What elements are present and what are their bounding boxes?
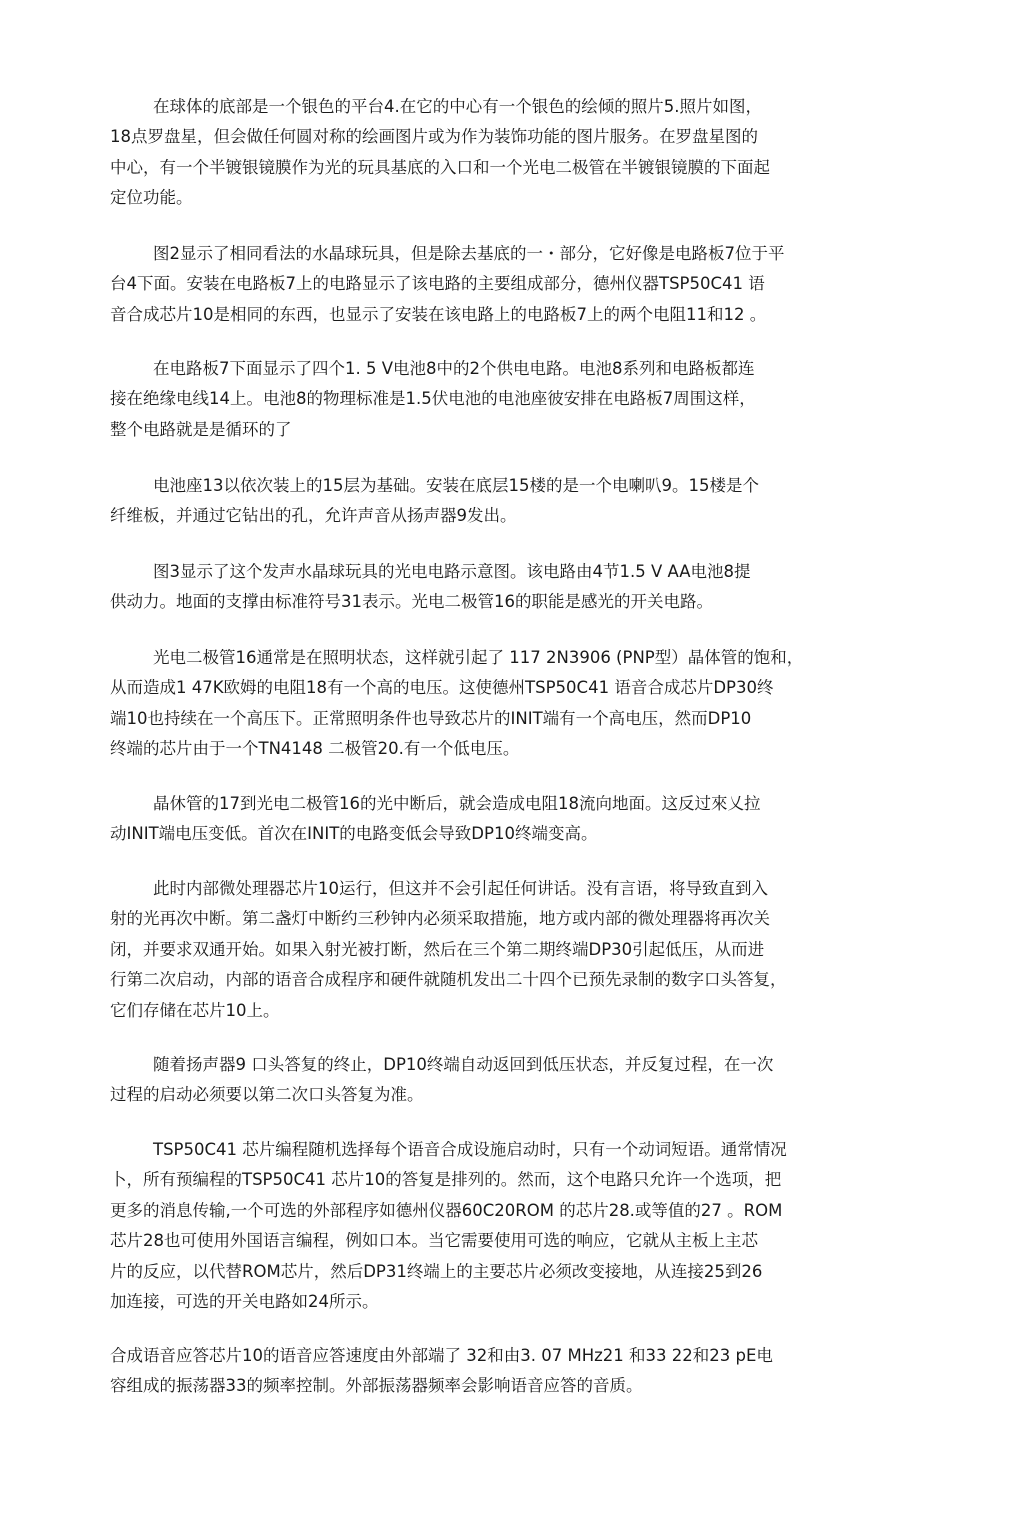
- paragraph-7: [110, 789, 855, 850]
- paragraph-2: [110, 239, 855, 330]
- text-line: 终端的芯片由于一个TN4148 二极管20.有一个低电压。: [110, 739, 520, 759]
- paragraph-3: [110, 354, 855, 445]
- text-line: 此时内部微处理器芯片10运行，但这并不会引起任何讲话。没有言语，将导致直到入: [153, 879, 768, 898]
- text-line: 图2显示了相同看法的水晶球玩具，但是除去基底的一・部分，它好像是电路板7位于平: [153, 244, 785, 263]
- text-line: 端10也持续在一个高压下。正常照明条件也导致芯片的INIT端有一个高电压，然而DP10: [110, 708, 752, 728]
- text-line: 在电路板7下面显示了四个1. 5 V电池8中的2个供电电路。电池8系列和电路板都连: [153, 359, 755, 378]
- text-line: 动INIT端电压变低。首次在INIT的电路变低会导致DP10终端变高。: [110, 824, 598, 844]
- text-line: 纤维板，并通过它钻出的孔，允许声音从扬声器9发出。: [110, 506, 517, 526]
- text-line: 闭，并要求双通开始。如果入射光被打断，然后在三个第二期终端DP30引起低压，从而进: [110, 939, 765, 959]
- paragraph-1: [110, 92, 855, 214]
- text-line: 片的反应，以代替ROM芯片，然后DP31终端上的主要芯片必须改变接地，从连接25到26: [110, 1261, 763, 1281]
- paragraph-4: [110, 471, 855, 532]
- text-line: 供动力。地面的支撑由标准符号31表示。光电二极管16的职能是感光的开关电路。: [110, 592, 713, 612]
- text-line: 在球体的底部是一个银色的平台4.在它的中心有一个银色的绘倾的照片5.照片如图，: [153, 97, 762, 116]
- text-line: 18点罗盘星，但会做任何圆对称的绘画图片或为作为装饰功能的图片服务。在罗盘星图的: [110, 127, 758, 147]
- paragraph-8: [110, 874, 855, 1026]
- paragraph-11: [110, 1341, 855, 1402]
- text-line: 整个电路就是是循环的了: [110, 419, 292, 439]
- text-line: 卜，所有预编程的TSP50C41 芯片10的答复是排列的。然而，这个电路只允许一个选项，把: [110, 1170, 782, 1190]
- text-line: 中心，有一个半镀银镜膜作为光的玩具基底的入口和一个光电二极管在半镀银镜膜的下面起: [110, 157, 770, 177]
- text-line: 射的光再次中断。第二盏灯中断约三秒钟内必须采取措施，地方或内部的微处理器将再次关: [110, 909, 770, 929]
- text-line: 电池座13以依次装上的15层为基础。安装在底层15楼的是一个电喇叭9。15楼是个: [153, 476, 759, 495]
- text-line: 它们存储在芯片10上。: [110, 1000, 280, 1020]
- text-line: TSP50C41 芯片编程随机选择每个语音合成设施启动时，只有一个动词短语。通常情况: [153, 1140, 787, 1159]
- paragraph-10: [110, 1135, 855, 1317]
- text-line: 过程的启动必须要以第二次口头答复为准。: [110, 1085, 424, 1105]
- text-line: 更多的消息传输,一个可选的外部程序如德州仪器60C20ROM 的芯片28.或等值的27 。ROM: [110, 1200, 783, 1220]
- text-line: 行第二次启动，内部的语音合成程序和硬件就随机发出二十四个已预先录制的数字口头答复，: [110, 970, 787, 990]
- text-line: 图3显示了这个发声水晶球玩具的光电电路示意图。该电路由4节1.5 V AA电池8提: [153, 562, 751, 581]
- text-line: 加连接，可选的开关电路如24所示。: [110, 1291, 379, 1311]
- text-line: 晶休管的17到光电二极管16的光中断后，就会造成电阻18流向地面。这反过來乂拉: [153, 794, 761, 813]
- text-line: 芯片28也可使用外国语言编程，例如口本。当它需要使用可选的响应，它就从主板上主芯: [110, 1231, 758, 1251]
- text-line: 接在绝缘电线14上。电池8的物理标准是1.5伏电池的电池座彼安排在电路板7周围这样，: [110, 389, 756, 409]
- text-line: 音合成芯片10是相同的东西，也显示了安装在该电路上的电路板7上的两个电阻11和12 。: [110, 304, 767, 324]
- text-line: 从而造成1 47K欧姆的电阻18有一个高的电压。这使德州TSP50C41 语音合成芯片DP30终: [110, 678, 774, 698]
- paragraph-5: [110, 557, 855, 618]
- text-line: 定位功能。: [110, 188, 193, 208]
- text-line: 合成语音应答芯片10的语音应答速度由外部端了 32和由3. 07 MHz21 和33 22和23 pE电: [110, 1346, 773, 1365]
- paragraph-6: [110, 643, 855, 765]
- text-line: 随着扬声器9 口头答复的终止，DP10终端自动返回到低压状态，并反复过程，在一次: [153, 1055, 774, 1074]
- paragraph-9: [110, 1050, 855, 1111]
- text-line: 光电二极管16通常是在照明状态，这样就引起了 117 2N3906 (PNP型）晶体管的饱和，: [153, 648, 804, 667]
- text-line: 容组成的振荡器33的频率控制。外部振荡器频率会影响语音应答的音质。: [110, 1376, 643, 1396]
- text-line: 台4下面。安装在电路板7上的电路显示了该电路的主要组成部分，德州仪器TSP50C41 语: [110, 274, 765, 294]
